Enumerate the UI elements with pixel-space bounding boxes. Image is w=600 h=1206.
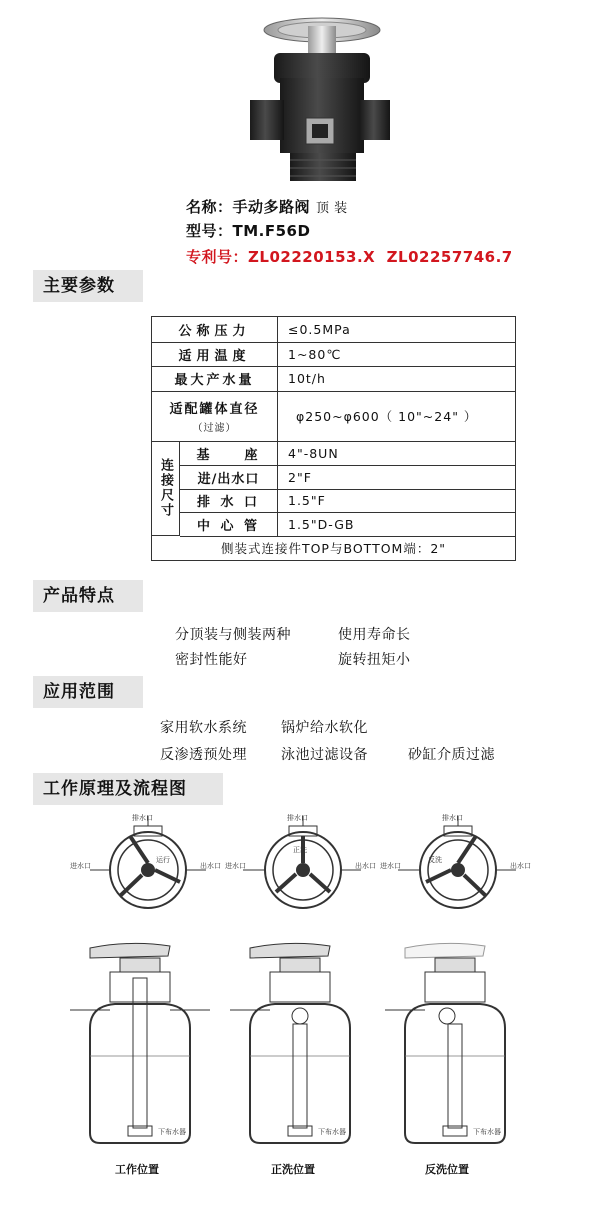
valve-top-diagram-backwash	[380, 812, 540, 922]
inlet-label: 进水口	[225, 862, 246, 870]
feature-item: 旋转扭矩小	[338, 652, 411, 668]
feature-item: 使用寿命长	[338, 627, 411, 643]
param-label: 最大产水量	[152, 366, 278, 391]
product-name: 名称：手动多路阀 顶 装	[186, 198, 348, 216]
param-value: 10t/h	[288, 371, 326, 386]
drain-label: 排水口	[442, 814, 463, 822]
table-row	[152, 342, 515, 367]
param-value: 1.5"F	[288, 493, 326, 508]
valve-product-image	[250, 8, 390, 183]
tank-label: 适配罐体直径	[169, 402, 260, 417]
outlet-label: 出水口	[200, 862, 221, 870]
application-item: 反渗透预处理	[160, 747, 247, 763]
distributor-label: 下布水器	[473, 1128, 501, 1136]
forward-label: 正洗	[293, 846, 307, 854]
tank-diagram-work	[70, 938, 220, 1158]
table-row	[180, 465, 515, 490]
inlet-label: 进水口	[380, 862, 401, 870]
outlet-label: 出水口	[355, 862, 376, 870]
param-value: 4"-8UN	[288, 445, 339, 461]
param-value: 1.5"D-GB	[288, 516, 355, 532]
section-title-principle: 工作原理及流程图	[33, 773, 223, 805]
table-footer: 侧装式连接件TOP与BOTTOM端：2"	[220, 541, 447, 556]
valve-top-diagram-forward	[225, 812, 385, 922]
tank-diagram-backwash	[385, 938, 535, 1158]
run-label: 运行	[156, 856, 170, 864]
section-title-features: 产品特点	[33, 580, 143, 612]
application-item: 砂缸介质过滤	[408, 747, 495, 763]
param-label: 公称压力	[152, 317, 278, 342]
param-label: 排 水 口	[180, 489, 278, 512]
section-title-params: 主要参数	[33, 270, 143, 302]
param-label: 基 座	[180, 441, 278, 465]
params-table	[151, 316, 516, 561]
param-label: 进/出水口	[180, 465, 278, 489]
section-title-applications: 应用范围	[33, 676, 143, 708]
inlet-label: 进水口	[70, 862, 91, 870]
product-model: 型号：TM.F56D	[186, 222, 311, 240]
backwash-label: 反洗	[428, 856, 442, 864]
table-row	[180, 512, 515, 537]
application-item: 家用软水系统	[160, 720, 247, 736]
param-value: ≤0.5MPa	[288, 322, 351, 337]
drain-label: 排水口	[287, 814, 308, 822]
table-row	[152, 317, 515, 343]
product-patent: 专利号：ZL02220153.X ZL02257746.7	[186, 248, 513, 266]
param-label	[152, 391, 278, 441]
param-value: φ250~φ600（ 10"~24" ）	[296, 409, 478, 424]
param-value: 1~80℃	[288, 346, 342, 362]
position-label-backwash: 反洗位置	[425, 1163, 469, 1176]
table-row	[152, 391, 515, 442]
application-item: 泳池过滤设备	[281, 747, 368, 763]
feature-item: 密封性能好	[175, 652, 248, 668]
table-row	[180, 441, 515, 466]
position-label-work: 工作位置	[115, 1163, 159, 1176]
table-row	[152, 366, 515, 392]
tank-sublabel: （过滤）	[192, 423, 237, 434]
drain-label: 排水口	[132, 814, 153, 822]
conn-group-label: 连接尺寸	[152, 441, 180, 536]
param-label: 中 心 管	[180, 512, 278, 536]
position-label-forward: 正洗位置	[271, 1163, 315, 1176]
param-label: 适用温度	[152, 342, 278, 366]
distributor-label: 下布水器	[318, 1128, 346, 1136]
application-item: 锅炉给水软化	[281, 720, 368, 736]
param-value: 2"F	[288, 469, 312, 485]
outlet-label: 出水口	[510, 862, 531, 870]
valve-top-diagram-work	[70, 812, 230, 922]
feature-item: 分顶装与侧装两种	[175, 627, 291, 643]
table-row	[180, 489, 515, 513]
distributor-label: 下布水器	[158, 1128, 186, 1136]
tank-diagram-forward	[230, 938, 380, 1158]
